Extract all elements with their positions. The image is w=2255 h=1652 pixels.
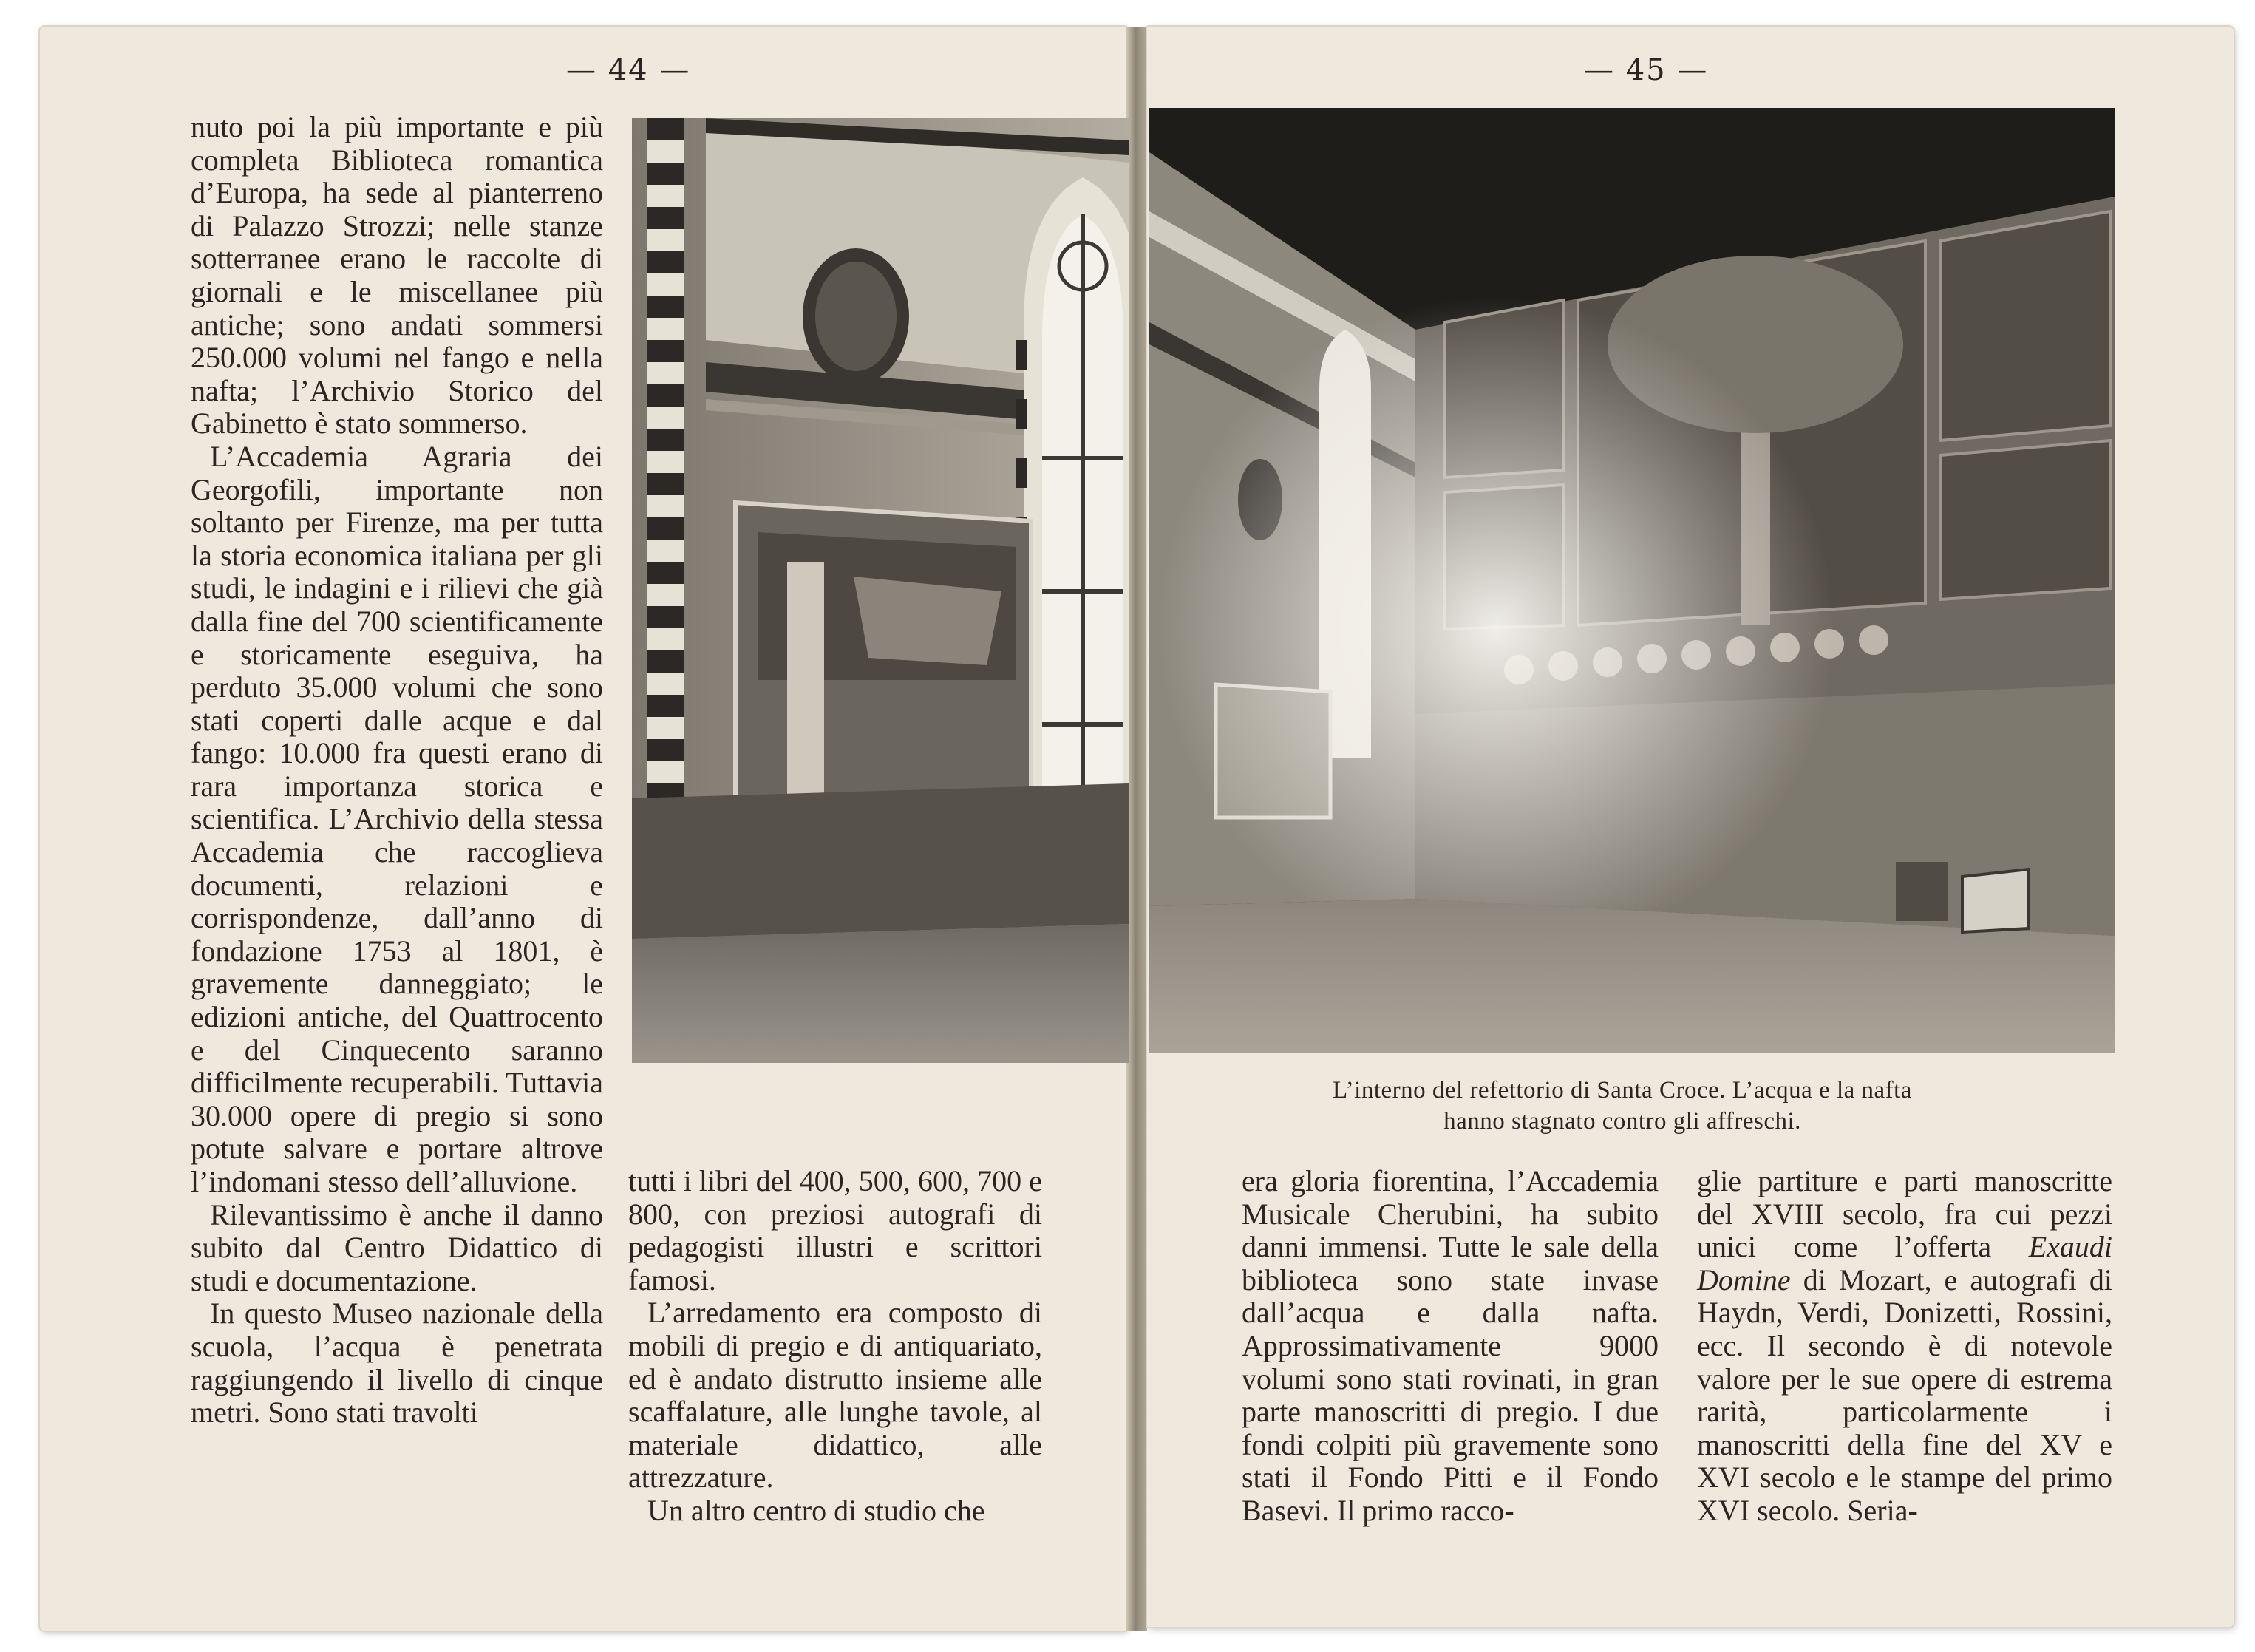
paragraph: nuto poi la più importante e più completa Biblioteca romantica d’Europa, ha sede al pianterreno di Palazzo Strozzi; nelle stanze sotterranee erano le raccolte di giornali e le miscellanee più antiche; sono andati sommersi 250.000 volumi nel fango e nella nafta; l’Archivio Storico del Gabinetto è stato sommerso. (191, 110, 603, 441)
photo-refectory-left-drawing (632, 118, 1129, 1063)
caption-line-2: hanno stagnato contro gli affreschi. (1443, 1108, 1801, 1135)
paragraph (1697, 1165, 2112, 1528)
left-page-text-column-2 (628, 1165, 1042, 1528)
text-run: di Mozart, e autografi di Haydn, Verdi, Donizetti, Rossini, ecc. Il secondo è di notevole valore per le sue opere di estrema rarità, particolarmente i manoscritti della fine del XV e XVI secolo e le stampe del primo XVI secolo. Seria- (1697, 1262, 2112, 1527)
left-page-text-column (191, 111, 603, 1430)
photo-refectory-right-half (1149, 108, 2115, 1053)
right-page-text-column-2 (1697, 1165, 2112, 1528)
photo-caption (1220, 1075, 2025, 1137)
paragraph: tutti i libri del 400, 500, 600, 700 e 800, con preziosi autografi di pedagogisti illustri e scrittori famosi. (628, 1164, 1042, 1296)
paragraph: L’arredamento era composto di mobili di pregio e di antiquariato, ed è andato distrutto insieme alle scaffalature, alle lunghe tavole, al materiale didattico, alle attrezzature. (628, 1296, 1042, 1495)
page-number-left: — 44 — (566, 53, 691, 87)
paragraph: In questo Museo nazionale della scuola, l’acqua è penetrata raggiungendo il livello di cinque metri. Sono stati travolti (191, 1296, 603, 1430)
italic-title: Exaudi Domine (1697, 1230, 2112, 1296)
paragraph: L’Accademia Agraria dei Georgofili, importante non soltanto per Firenze, ma per tutta la storia economica italiana per gli studi, le indagini e i rilievi che già dalla fine del 700 scientificamente e storicamente eseguiva, ha perduto 35.000 volumi che sono stati coperti dalle acque e dal fango: 10.000 fra questi erano di rara importanza storica e scientifica. L’Archivio della stessa Accademia che raccoglieva documenti, relazioni e corrispondenze, dall’anno di fondazione 1753 al 1801, è gravemente danneggiato; le edizioni antiche, del Quattrocento e del Cinquecento saranno difficilmente recuperabili. Tuttavia 30.000 opere di pregio si sono potute salvare e portare altrove l’indomani stesso dell’alluvione. (191, 439, 604, 1198)
caption-line-1: L’interno del refettorio di Santa Croce. L’acqua e la nafta (1333, 1077, 1912, 1104)
photo-refectory-left-half (632, 118, 1129, 1063)
photo-refectory-right-drawing (1149, 108, 2115, 1053)
paragraph: Un altro centro di studio che (647, 1493, 985, 1527)
paragraph: Rilevantissimo è anche il danno subito dal Centro Didattico di studi e documentazione. (191, 1197, 603, 1297)
right-page-text-column-1 (1242, 1165, 1659, 1528)
book-fold (1126, 27, 1147, 1631)
text-run: glie partiture e parti manoscritte del XVIII secolo, fra cui pezzi unici come l’offerta (1697, 1164, 2112, 1264)
paragraph: era gloria fiorentina, l’Accademia Musicale Cherubini, ha subito danni immensi. Tutte le sale della biblioteca sono state invase dall’acqua e dalla nafta. Approssimativamente 9000 volumi sono stati rovinati, in gran parte manoscritti di pregio. I due fondi colpiti più gravemente sono stati il Fondo Pitti e il Fondo Basevi. Il primo racco- (1242, 1164, 1659, 1527)
page-number-right: — 45 — (1584, 53, 1709, 87)
